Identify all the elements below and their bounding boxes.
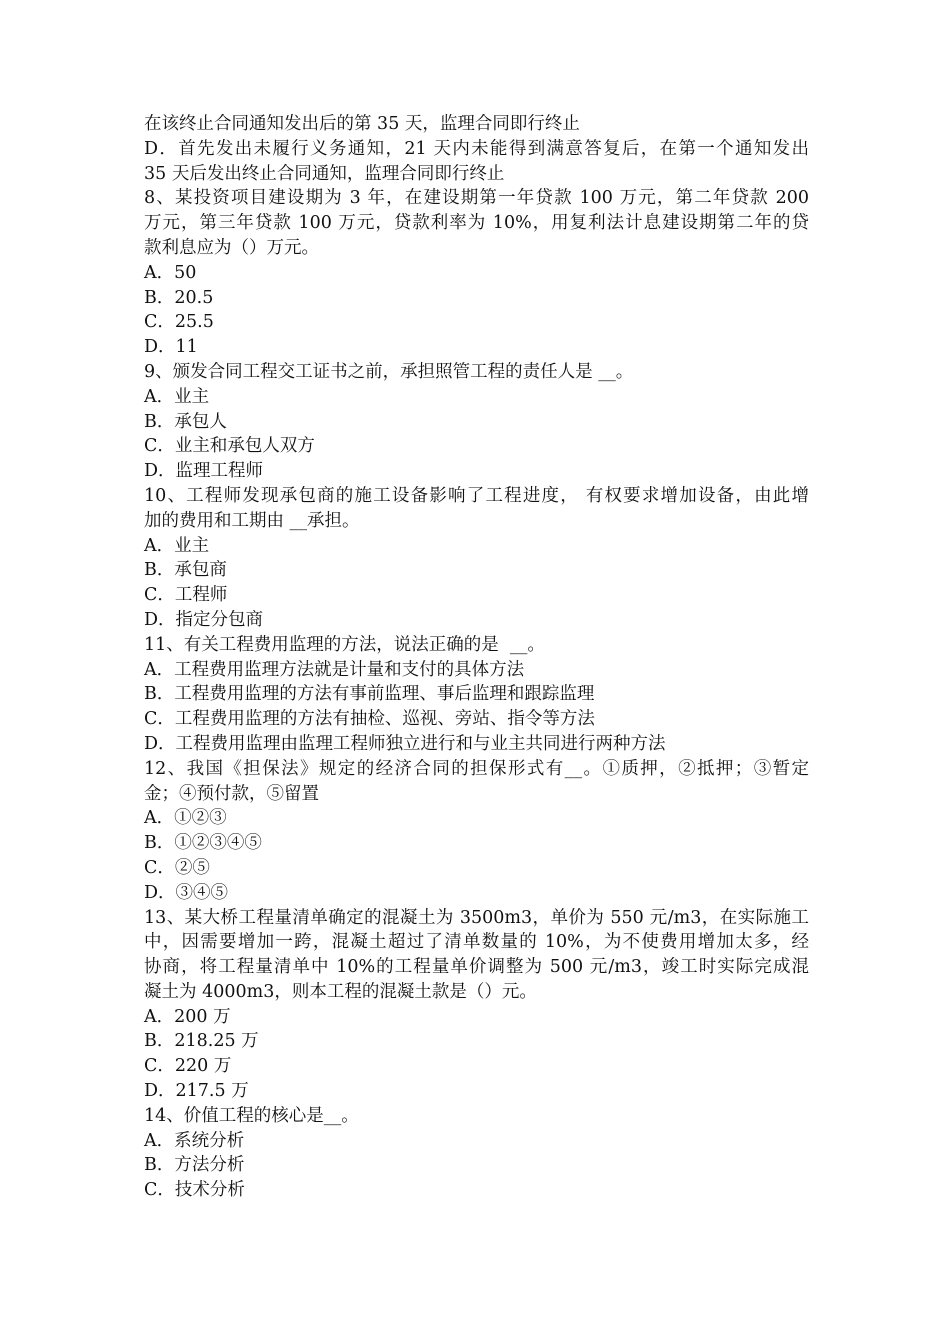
text-line: A．工程费用监理方法就是计量和支付的具体方法: [144, 659, 525, 680]
text-line: A．业主: [144, 535, 210, 556]
document-body: [144, 112, 809, 1203]
text-line: B．工程费用监理的方法有事前监理、事后监理和跟踪监理: [144, 684, 595, 705]
text-line: C．220 万: [144, 1056, 232, 1077]
text-line: D．首先发出未履行义务通知，21 天内未能得到满意答复后，在第一个通知发出: [144, 138, 809, 159]
text-line: 11、有关工程费用监理的方法，说法正确的是 __。: [144, 634, 545, 655]
text-line: 12、我国《担保法》规定的经济合同的担保形式有__。①质押，②抵押；③暂定: [144, 758, 809, 779]
text-line: D．指定分包商: [144, 609, 264, 630]
text-line: 协商，将工程量清单中 10%的工程量单价调整为 500 元/m3，竣工时实际完成混: [144, 957, 809, 978]
text-line: A．50: [144, 262, 197, 283]
text-line: 款利息应为（）万元。: [144, 237, 319, 258]
text-line: 金；④预付款，⑤留置: [144, 783, 319, 804]
text-line: 9、颁发合同工程交工证书之前，承担照管工程的责任人是 __。: [144, 361, 634, 382]
text-line: B．承包商: [144, 560, 227, 581]
text-line: D．217.5 万: [144, 1081, 249, 1102]
text-line: 中，因需要增加一跨，混凝土超过了清单数量的 10%，为不使费用增加太多，经: [144, 932, 809, 953]
text-line: 14、价值工程的核心是__。: [144, 1105, 359, 1126]
text-line: 35 天后发出终止合同通知，监理合同即行终止: [144, 163, 505, 184]
text-line: 万元，第三年贷款 100 万元，贷款利率为 10%，用复利法计息建设期第二年的贷: [144, 213, 809, 234]
text-line: C．工程费用监理的方法有抽检、巡视、旁站、指令等方法: [144, 709, 595, 730]
text-line: 凝土为 4000m3，则本工程的混凝土款是（）元。: [144, 981, 537, 1002]
text-line: B．218.25 万: [144, 1031, 259, 1052]
text-line: C．25.5: [144, 312, 214, 333]
text-line: D．11: [144, 337, 198, 358]
text-line: B．20.5: [144, 287, 214, 308]
text-line: 13、某大桥工程量清单确定的混凝土为 3500m3，单价为 550 元/m3，在实际施工: [144, 907, 809, 928]
text-line: B．方法分析: [144, 1155, 245, 1176]
text-line: B．①②③④⑤: [144, 833, 262, 854]
text-line: D．监理工程师: [144, 461, 264, 482]
text-line: C．②⑤: [144, 857, 210, 878]
text-line: 在该终止合同通知发出后的第 35 天，监理合同即行终止: [144, 114, 580, 134]
text-line: C．业主和承包人双方: [144, 436, 315, 457]
text-line: D．③④⑤: [144, 882, 229, 903]
text-line: A．系统分析: [144, 1130, 245, 1151]
text-line: 8、某投资项目建设期为 3 年，在建设期第一年贷款 100 万元，第二年贷款 200: [144, 188, 809, 209]
text-line: A．200 万: [144, 1006, 231, 1027]
text-line: 10、工程师发现承包商的施工设备影响了工程进度， 有权要求增加设备，由此增: [144, 485, 809, 506]
text-line: D．工程费用监理由监理工程师独立进行和与业主共同进行两种方法: [144, 733, 666, 754]
text-line: C．工程师: [144, 585, 228, 606]
text-line: A．①②③: [144, 808, 227, 829]
text-line: A．业主: [144, 386, 210, 407]
text-line: C．技术分析: [144, 1180, 245, 1201]
text-line: 加的费用和工期由 __承担。: [144, 510, 360, 531]
text-line: B．承包人: [144, 411, 227, 432]
